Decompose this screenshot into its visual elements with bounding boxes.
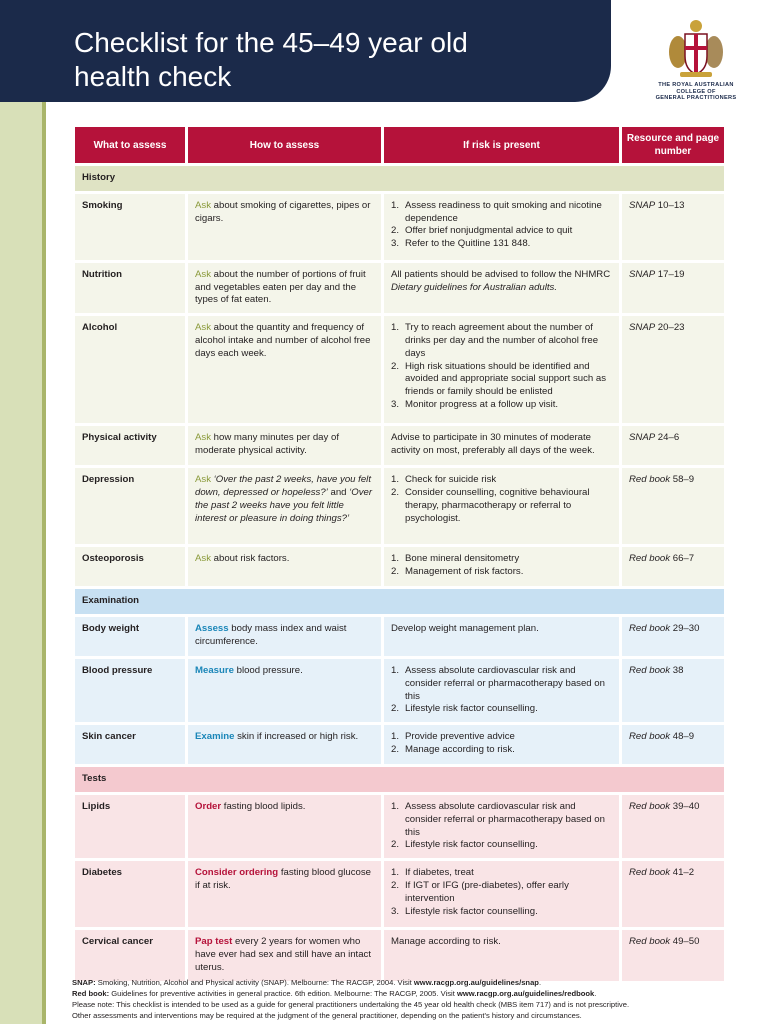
how-text: about smoking of cigarettes, pipes or cigars. [195,199,371,224]
resource-kind: SNAP [629,268,656,280]
racgp-logo [640,16,752,106]
risk-text: All patients should be advised to follow the NHMRC [391,268,611,280]
how-osteoporosis [188,547,381,586]
topic-nutrition: Nutrition [75,263,185,313]
action-verb: Ask [195,474,211,486]
resource-cervical-cancer [622,930,724,980]
table-header-row [75,127,724,163]
logo-caption [640,82,752,102]
resource-osteoporosis [622,547,724,586]
risk-step: If diabetes, treat [405,867,474,879]
risk-step: Refer to the Quitline 131 848. [405,238,531,250]
footnote-note-2: Other assessments and interventions may be required at the judgment of the general practitioner, depending on the patient’s history and circumstances. [72,1011,582,1020]
action-verb: Examine [195,731,235,743]
how-body-weight [188,617,381,656]
risk-step: If IGT or IFG (pre-diabetes), offer early intervention [405,879,569,904]
resource-pages: 29–30 [670,622,700,634]
header-if-risk-present: If risk is present [384,127,619,163]
action-verb: Order [195,800,222,812]
topic-alcohol: Alcohol [75,316,185,423]
header-resource-page: Resource and page number [622,127,724,163]
risk-step: Assess absolute cardiovascular risk and consider referral or pharmacotherapy based on this [405,800,605,838]
action-verb: Consider ordering [195,867,279,879]
topic-physical-activity: Physical activity [75,426,185,465]
table-row [75,468,724,544]
resource-smoking [622,194,724,260]
topic-diabetes: Diabetes [75,861,185,927]
resource-skin-cancer [622,725,724,764]
logo-caption-line-2: COLLEGE OF [676,88,716,95]
risk-step: Bone mineral densitometry [405,553,520,565]
table-row [75,617,724,656]
risk-step: Try to reach agreement about the number of drinks per day and the number of alcohol free days [405,322,599,359]
action-verb: Ask [195,199,211,211]
section-title-history: History [75,166,724,191]
footnote-note-1: Please note: This checklist is intended to be used as a guide for general practitioners undertaking the 45 year old health check (MBS item 717) and is not prescriptive. [72,1000,630,1009]
risk-step: Lifestyle risk factor counselling. [405,905,538,917]
action-verb: Assess [195,622,229,634]
topic-skin-cancer: Skin cancer [75,725,185,764]
risk-step: Check for suicide risk [405,474,497,486]
footnote-redbook [72,988,752,999]
table-row [75,547,724,586]
resource-pages: 48–9 [670,731,695,743]
how-text: blood pressure. [233,664,303,676]
how-skin-cancer [188,725,381,764]
topic-lipids: Lipids [75,795,185,858]
resource-kind: Red book [629,867,671,879]
risk-body-weight: Develop weight management plan. [384,617,619,656]
risk-step: Assess readiness to quit smoking and nicotine dependence [405,199,602,224]
footnote-redbook-label: Red book: [72,989,110,998]
resource-pages: 58–9 [670,474,695,486]
footnote-snap [72,977,752,988]
section-title-tests: Tests [75,767,724,792]
footnote-snap-label: SNAP: [72,978,96,987]
resource-body-weight [622,617,724,656]
resource-pages: 17–19 [655,268,685,280]
footnote-redbook-end: . [594,989,597,998]
section-row-examination [75,589,724,614]
table-row [75,861,724,927]
action-verb: Ask [195,322,211,334]
resource-pages: 10–13 [655,199,685,211]
how-cervical-cancer [188,930,381,980]
how-question-2: ‘Over the past 2 weeks have you felt little interest or pleasure in doing things?’ [195,486,373,524]
how-text: about the quantity and frequency of alcohol intake and number of alcohol free days each week. [195,322,371,359]
how-diabetes [188,861,381,927]
table-row [75,316,724,423]
footnotes [72,977,752,1021]
how-text: about the number of portions of fruit and vegetables eaten per day and the types of fat eaten. [195,268,366,306]
how-smoking [188,194,381,260]
resource-alcohol [622,316,724,423]
resource-pages: 24–6 [655,432,680,444]
how-text: about risk factors. [211,553,290,565]
how-nutrition [188,263,381,313]
resource-kind: Red book [629,731,671,743]
risk-smoking [384,194,619,260]
risk-blood-pressure [384,659,619,722]
table-row [75,795,724,858]
resource-pages: 39–40 [670,800,700,812]
topic-osteoporosis: Osteoporosis [75,547,185,586]
section-row-tests [75,767,724,792]
left-decorative-line [42,0,46,1024]
resource-pages: 20–23 [655,322,685,334]
how-text: how many minutes per day of moderate physical activity. [195,432,339,456]
risk-skin-cancer [384,725,619,764]
footnote-redbook-link[interactable]: www.racgp.org.au/guidelines/redbook [456,989,595,998]
risk-step: Offer brief nonjudgmental advice to quit [405,225,573,237]
topic-blood-pressure: Blood pressure [75,659,185,722]
footnote-snap-text: Smoking, Nutrition, Alcohol and Physical activity (SNAP). Melbourne: The RACGP, 2004. Visit [95,978,414,987]
risk-step: Management of risk factors. [405,565,524,577]
risk-step: Consider counselling, cognitive behavioural therapy, pharmacotherapy or referral to psychologist. [405,486,590,524]
how-text: every 2 years for women who have ever had sex and still have an intact uterus. [195,936,371,973]
how-text: body mass index and waist circumference. [195,622,347,647]
how-conjunction: and [327,486,350,498]
resource-diabetes [622,861,724,927]
topic-body-weight: Body weight [75,617,185,656]
how-lipids [188,795,381,858]
resource-kind: Red book [629,800,671,812]
action-verb: Ask [195,553,211,565]
table-row [75,930,724,980]
section-row-history [75,166,724,191]
resource-kind: SNAP [629,322,656,334]
how-physical-activity [188,426,381,465]
footnote-snap-end: . [538,978,542,987]
action-verb: Ask [195,268,211,280]
header-how-to-assess: How to assess [188,127,381,163]
risk-guideline-title: Dietary guidelines for Australian adults. [391,281,558,293]
left-decorative-stripe [0,0,42,1024]
risk-step: Assess absolute cardiovascular risk and consider referral or pharmacotherapy based on this [405,664,605,702]
risk-step: High risk situations should be identified and avoided and appropriate social support such as friends or family should be enlisted [405,360,607,398]
how-blood-pressure [188,659,381,722]
resource-kind: Red book [629,936,671,948]
resource-kind: SNAP [629,199,656,211]
risk-step: Provide preventive advice [405,731,515,743]
table-row [75,263,724,313]
resource-pages: 38 [670,664,684,676]
resource-kind: Red book [629,474,671,486]
resource-blood-pressure [622,659,724,722]
resource-depression [622,468,724,544]
risk-depression [384,468,619,544]
risk-osteoporosis [384,547,619,586]
action-verb: Measure [195,664,234,676]
how-question-1: ‘Over the past 2 weeks, have you felt down, depressed or hopeless?’ [195,474,371,498]
coat-of-arms-icon [658,16,734,80]
logo-caption-line-3: GENERAL PRACTITIONERS [655,95,737,102]
page-title-line-1: Checklist for the 45–49 year old [74,27,468,58]
risk-cervical-cancer: Manage according to risk. [384,930,619,980]
page-title-line-2: health check [74,61,232,92]
resource-lipids [622,795,724,858]
topic-cervical-cancer: Cervical cancer [75,930,185,980]
risk-physical-activity: Advise to participate in 30 minutes of moderate activity on most, preferably all days of the week. [384,426,619,465]
risk-step: Monitor progress at a follow up visit. [405,398,559,410]
section-title-examination: Examination [75,589,724,614]
header-what-to-assess: What to assess [75,127,185,163]
risk-step: Lifestyle risk factor counselling. [405,839,538,851]
risk-nutrition [384,263,619,313]
resource-kind: Red book [629,553,671,565]
table-row [75,426,724,465]
page-title [74,26,594,94]
resource-pages: 66–7 [670,553,695,565]
risk-step: Manage according to risk. [405,743,515,755]
action-verb: Pap test [195,936,233,948]
resource-kind: Red book [629,664,671,676]
resource-physical-activity [622,426,724,465]
table-row [75,659,724,722]
how-text: skin if increased or high risk. [234,731,359,743]
risk-diabetes [384,861,619,927]
how-text: fasting blood lipids. [221,800,306,812]
risk-alcohol [384,316,619,423]
resource-nutrition [622,263,724,313]
how-depression [188,468,381,544]
resource-kind: Red book [629,622,671,634]
resource-kind: SNAP [629,432,656,444]
table-row [75,194,724,260]
resource-pages: 41–2 [670,867,695,879]
topic-smoking: Smoking [75,194,185,260]
risk-step: Lifestyle risk factor counselling. [405,703,538,715]
how-text: fasting blood glucose if at risk. [195,867,371,891]
action-verb: Ask [195,432,211,444]
resource-pages: 49–50 [670,936,700,948]
logo-caption-line-1: THE ROYAL AUSTRALIAN [658,82,734,88]
footnote-redbook-text: Guidelines for preventive activities in general practice. 6th edition. Melbourne: The RACGP, 2005. Visit [109,989,457,998]
checklist-table [72,124,727,984]
footnote-snap-link[interactable]: www.racgp.org.au/guidelines/snap [413,978,539,987]
table-row [75,725,724,764]
how-alcohol [188,316,381,423]
risk-lipids [384,795,619,858]
topic-depression: Depression [75,468,185,544]
